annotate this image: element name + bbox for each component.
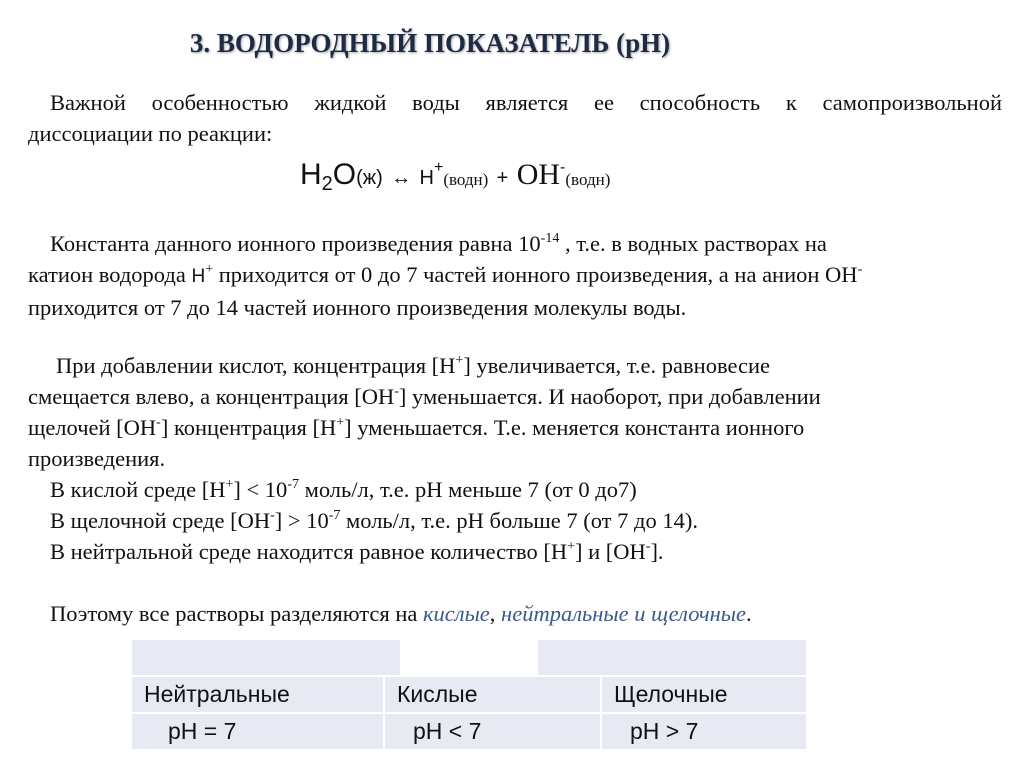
charge: - [857, 262, 863, 277]
text: смещается влево, а концентрация [ОН [28, 384, 395, 409]
text: щелочей [ОН [28, 415, 157, 440]
text: приходится от 0 до 7 частей ионного произведения, а на анион ОН [213, 262, 858, 287]
text: , т.е. в водных растворах на [559, 231, 827, 256]
acid-medium-line [28, 474, 821, 505]
page-title: 3. ВОДОРОДНЫЙ ПОКАЗАТЕЛЬ (рН) [189, 28, 671, 58]
charge: + [205, 262, 214, 277]
text: При добавлении кислот, концентрация [Н [56, 353, 456, 378]
text: ] уменьшается. И наоборот, при добавлении [398, 384, 821, 409]
text: . [746, 601, 752, 626]
table-cell [131, 639, 401, 676]
table-row [131, 639, 807, 676]
formula-hplus-charge: + [433, 159, 444, 176]
formula-oh-state: (водн) [565, 170, 611, 189]
text: ] и [ОН [574, 539, 646, 564]
acids-line-2 [28, 381, 821, 412]
text: моль/л, т.е. рН меньше 7 (от 0 до7) [298, 477, 637, 502]
text: В щелочной среде [ОН [50, 508, 271, 533]
charge: + [336, 415, 345, 430]
exponent: -7 [328, 508, 341, 523]
constant-line-1 [28, 228, 862, 259]
charge: + [455, 353, 464, 368]
acids-line-3 [28, 412, 821, 443]
text: В нейтральной среде находится равное количество [Н [50, 539, 568, 564]
charge: - [270, 508, 275, 523]
text: ] увеличивается, т.е. равновесие [463, 353, 771, 378]
constant-line-3: приходится от 7 до 14 частей ионного произведения молекулы воды. [28, 295, 687, 320]
exponent: -14 [540, 231, 560, 246]
charge: - [645, 539, 651, 554]
intro-paragraph [28, 87, 1002, 149]
text: Поэтому все растворы разделяются на [50, 601, 423, 626]
text: и [628, 601, 652, 626]
text: моль/л, т.е. рН больше 7 (от 7 до 14). [340, 508, 698, 533]
formula-hplus-state: (водн) [443, 170, 489, 189]
table-cell [401, 639, 537, 676]
charge: - [394, 384, 399, 399]
text: Константа данного ионного произведения равна 10 [50, 231, 541, 256]
table-header-alkaline: Щелочные [601, 676, 807, 713]
intro-line-2: диссоциации по реакции: [28, 121, 273, 146]
ion-symbol: H [191, 266, 206, 287]
table-value-neutral: pH = 7 [131, 713, 384, 750]
constant-paragraph [28, 228, 862, 323]
equilibrium-arrow-icon: ↔ [391, 167, 412, 189]
table-row [131, 713, 807, 750]
text: ] < 10 [233, 477, 288, 502]
intro-line-1: Важной особенностью жидкой воды является ее способность к самопроизвольной [50, 90, 1002, 115]
formula-h: H [300, 158, 322, 191]
dissociation-formula [300, 158, 610, 196]
text: ] уменьшается. Т.е. меняется константа ионного [344, 415, 805, 440]
table-cell [537, 639, 807, 676]
constant-line-2 [28, 259, 862, 292]
charge: - [156, 415, 161, 430]
ph-table [130, 638, 808, 751]
formula-oh: OH [516, 158, 561, 191]
formula-oh-charge: - [560, 159, 566, 176]
text: В кислой среде [Н [50, 477, 226, 502]
text: ] > 10 [274, 508, 329, 533]
table-header-neutral: Нейтральные [131, 676, 384, 713]
charge: + [567, 539, 575, 554]
conclusion-line [28, 598, 752, 629]
formula-liquid-state: (ж) [356, 167, 383, 189]
acids-paragraph [28, 350, 821, 567]
formula-hplus: H [419, 167, 434, 189]
text: , [489, 601, 502, 626]
formula-o: O [332, 158, 357, 191]
text: катион водорода [28, 262, 192, 287]
exponent: -7 [287, 477, 299, 492]
formula-h-subscript: 2 [321, 173, 333, 195]
acids-line-4: произведения. [28, 446, 166, 471]
table-value-acidic: pH < 7 [384, 713, 601, 750]
charge: + [225, 477, 234, 492]
table-header-acidic: Кислые [384, 676, 601, 713]
neutral-term: нейтральные [501, 601, 629, 626]
formula-plus: + [496, 167, 509, 189]
text: ] концентрация [Н [160, 415, 337, 440]
table-row [131, 676, 807, 713]
acids-line-1 [28, 350, 821, 381]
neutral-medium-line [28, 536, 821, 567]
acidic-term: кислые [423, 601, 490, 626]
table-value-alkaline: pH > 7 [601, 713, 807, 750]
text: ]. [650, 539, 664, 564]
alkaline-medium-line [28, 505, 821, 536]
alkaline-term: щелочные [651, 601, 746, 626]
